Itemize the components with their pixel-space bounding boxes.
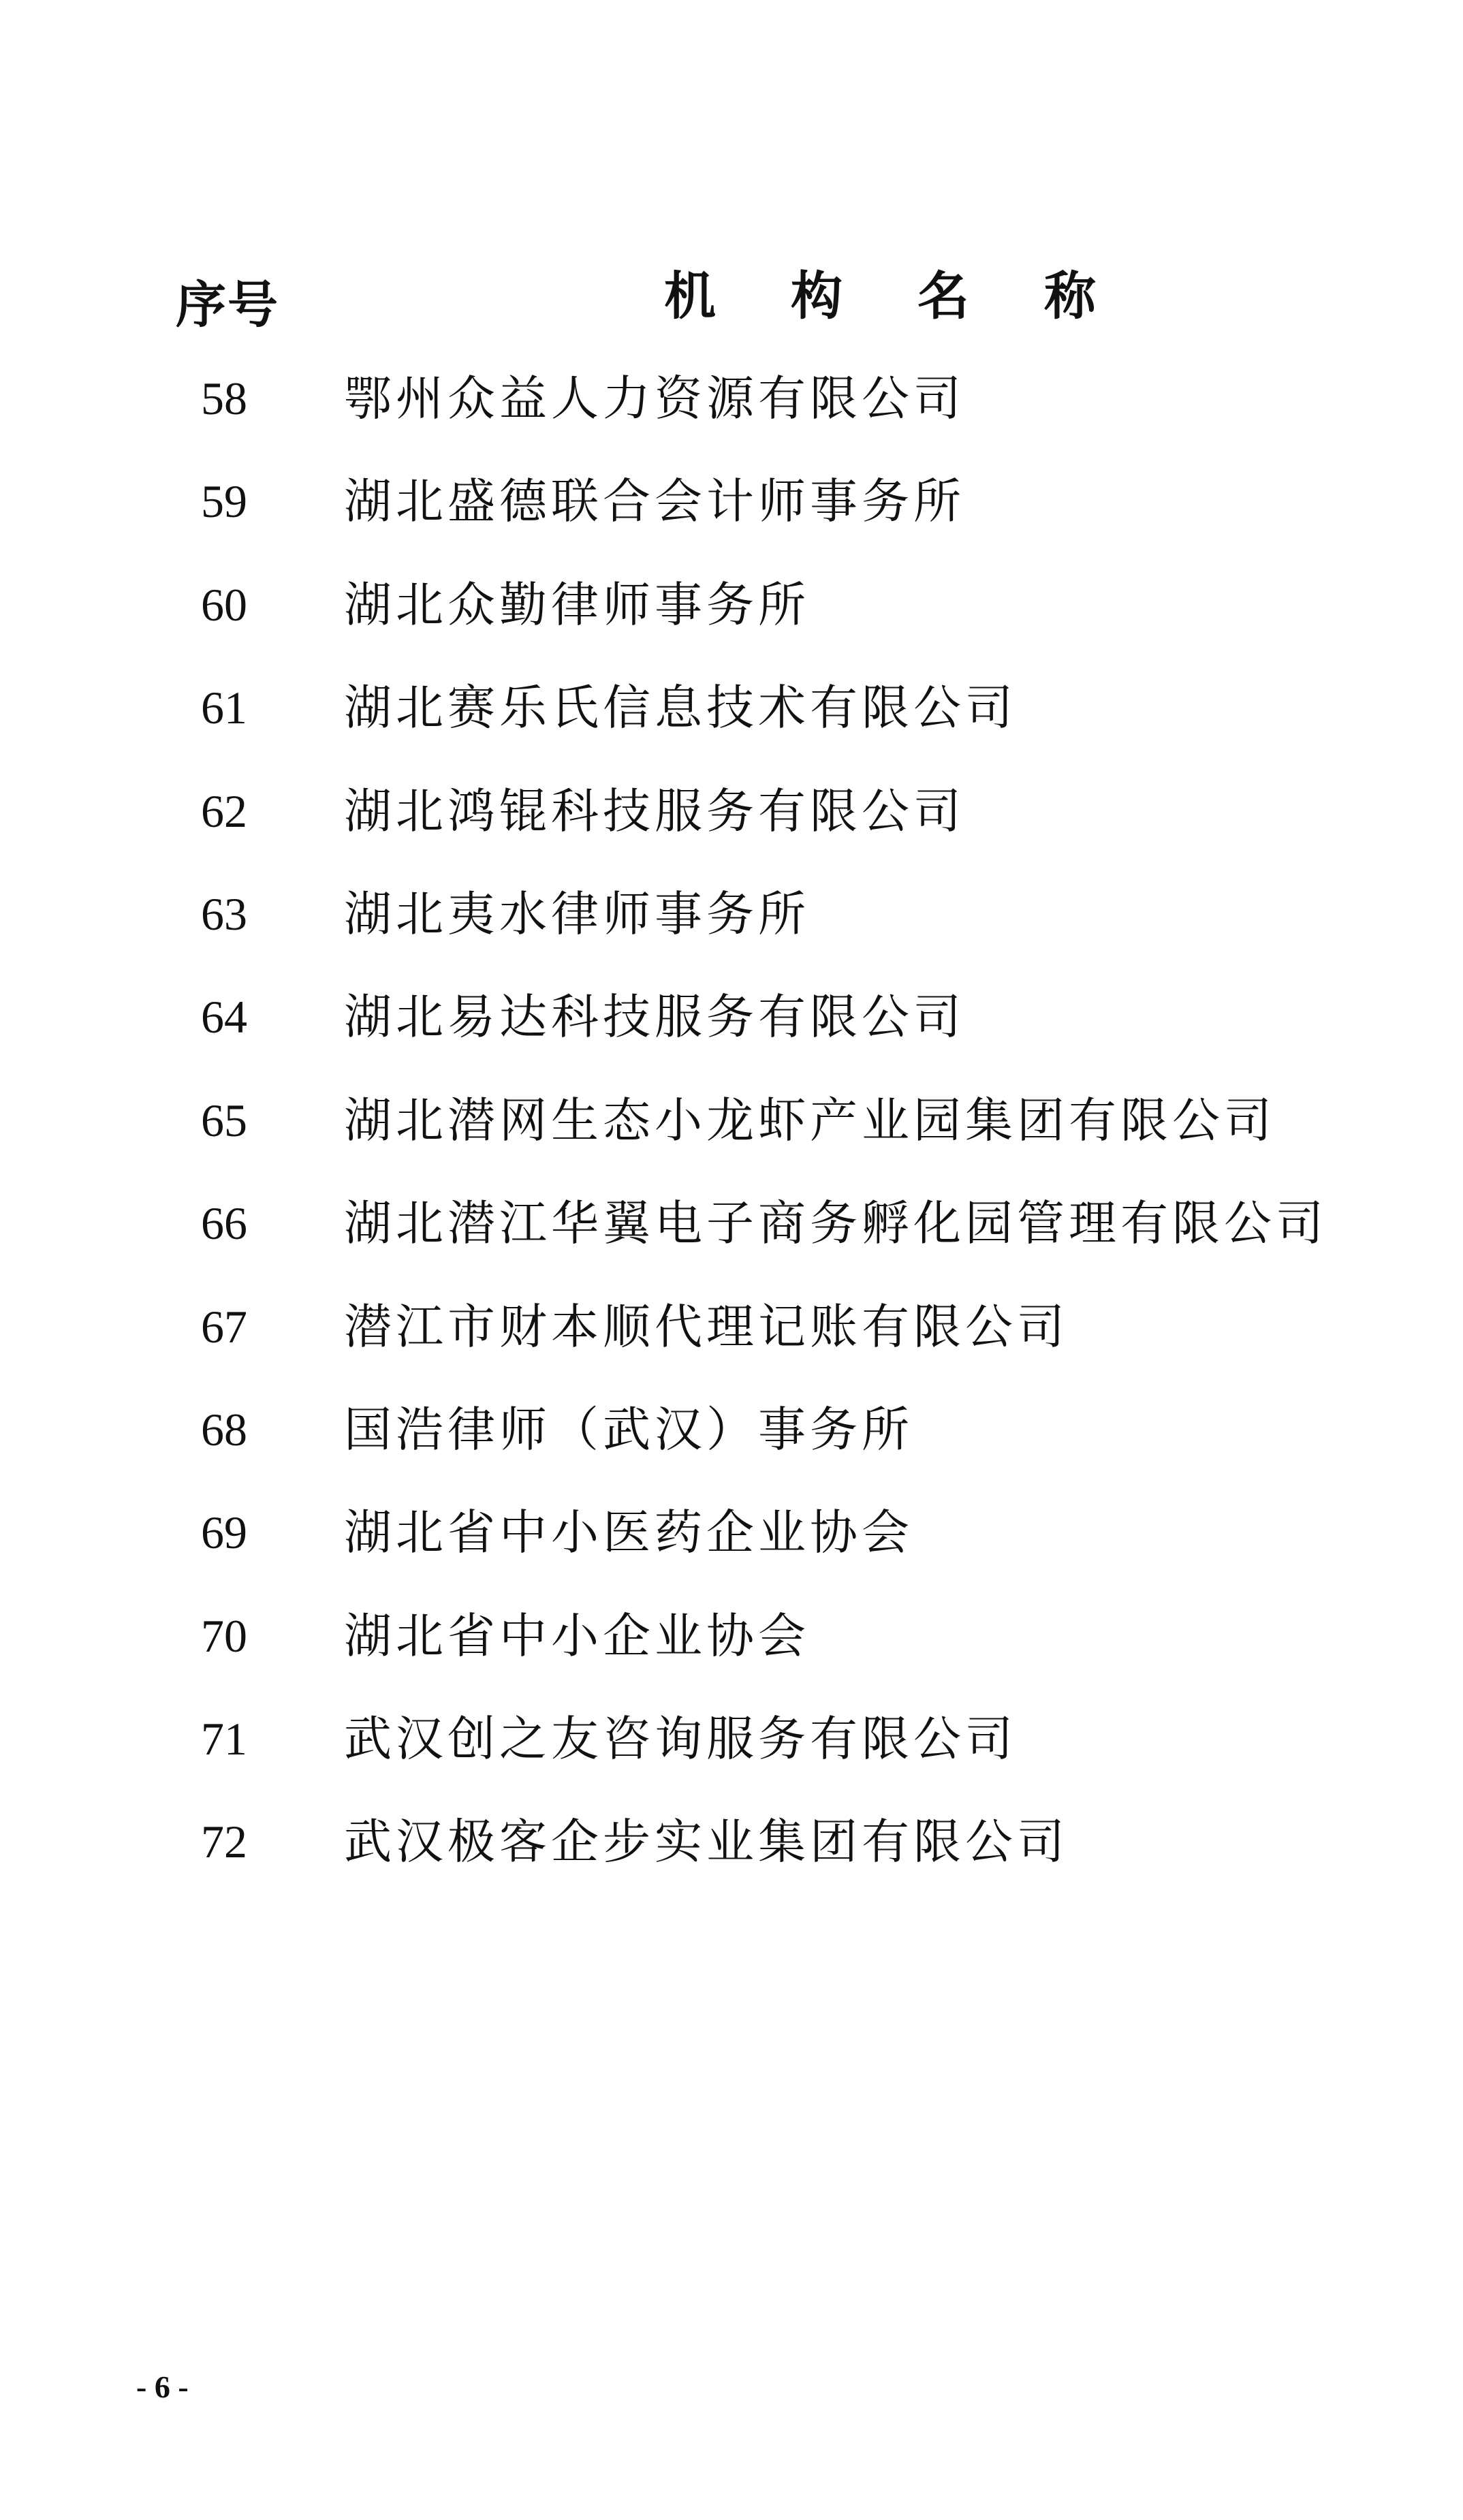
organization-name: 湖北省中小医药企业协会 — [344, 1505, 913, 1561]
organization-name: 湖北鸿锟科技服务有限公司 — [344, 783, 965, 839]
serial-number: 68 — [201, 1403, 247, 1455]
serial-number: 69 — [201, 1507, 247, 1559]
serial-number: 59 — [201, 475, 247, 528]
organization-name: 武汉创之友咨询服务有限公司 — [344, 1711, 1017, 1767]
serial-number: 61 — [201, 682, 247, 734]
list-item — [0, 1293, 1463, 1396]
organization-name: 湖北众勤律师事务所 — [344, 576, 810, 633]
list-item — [0, 880, 1463, 983]
serial-number: 64 — [201, 991, 247, 1043]
list-item — [0, 777, 1463, 880]
list-item — [0, 1705, 1463, 1808]
list-item — [0, 1808, 1463, 1910]
organization-name: 湖北潜江华翼电子商务孵化园管理有限公司 — [344, 1195, 1327, 1252]
organization-name: 国浩律师（武汉）事务所 — [344, 1401, 913, 1458]
organization-list — [0, 364, 1463, 1911]
list-item — [0, 1498, 1463, 1601]
serial-number: 62 — [201, 785, 247, 837]
serial-number: 58 — [201, 373, 247, 424]
organization-name: 鄂州众益人力资源有限公司 — [344, 371, 965, 426]
serial-number: 71 — [201, 1713, 247, 1765]
serial-number: 70 — [201, 1609, 247, 1662]
list-item — [0, 674, 1463, 776]
serial-number: 66 — [201, 1197, 247, 1250]
column-header-serial: 序号 — [176, 276, 279, 334]
list-item — [0, 983, 1463, 1086]
list-item — [0, 1396, 1463, 1498]
serial-number: 72 — [201, 1816, 247, 1868]
serial-number: 67 — [201, 1300, 247, 1353]
organization-name: 湖北潜网生态小龙虾产业园集团有限公司 — [344, 1092, 1276, 1148]
list-item — [0, 1086, 1463, 1189]
list-item — [0, 571, 1463, 674]
organization-name: 湖北夷水律师事务所 — [344, 885, 810, 942]
organization-name: 武汉极客企步实业集团有限公司 — [344, 1814, 1069, 1870]
list-item — [0, 364, 1463, 467]
list-item — [0, 1602, 1463, 1705]
list-item — [0, 1189, 1463, 1292]
serial-number: 60 — [201, 578, 247, 631]
column-header-organization-name: 机构名称 — [664, 266, 1171, 326]
page-number: - 6 - — [136, 2369, 189, 2404]
organization-name: 湖北赛乐氏信息技术有限公司 — [344, 680, 1017, 736]
serial-number: 63 — [201, 887, 247, 940]
organization-name: 湖北易达科技服务有限公司 — [344, 989, 965, 1045]
organization-name: 潜江市财本顺代理记账有限公司 — [344, 1298, 1069, 1355]
serial-number: 65 — [201, 1094, 247, 1146]
organization-name: 湖北盛德联合会计师事务所 — [344, 473, 965, 530]
organization-name: 湖北省中小企业协会 — [344, 1607, 810, 1664]
list-item — [0, 467, 1463, 570]
